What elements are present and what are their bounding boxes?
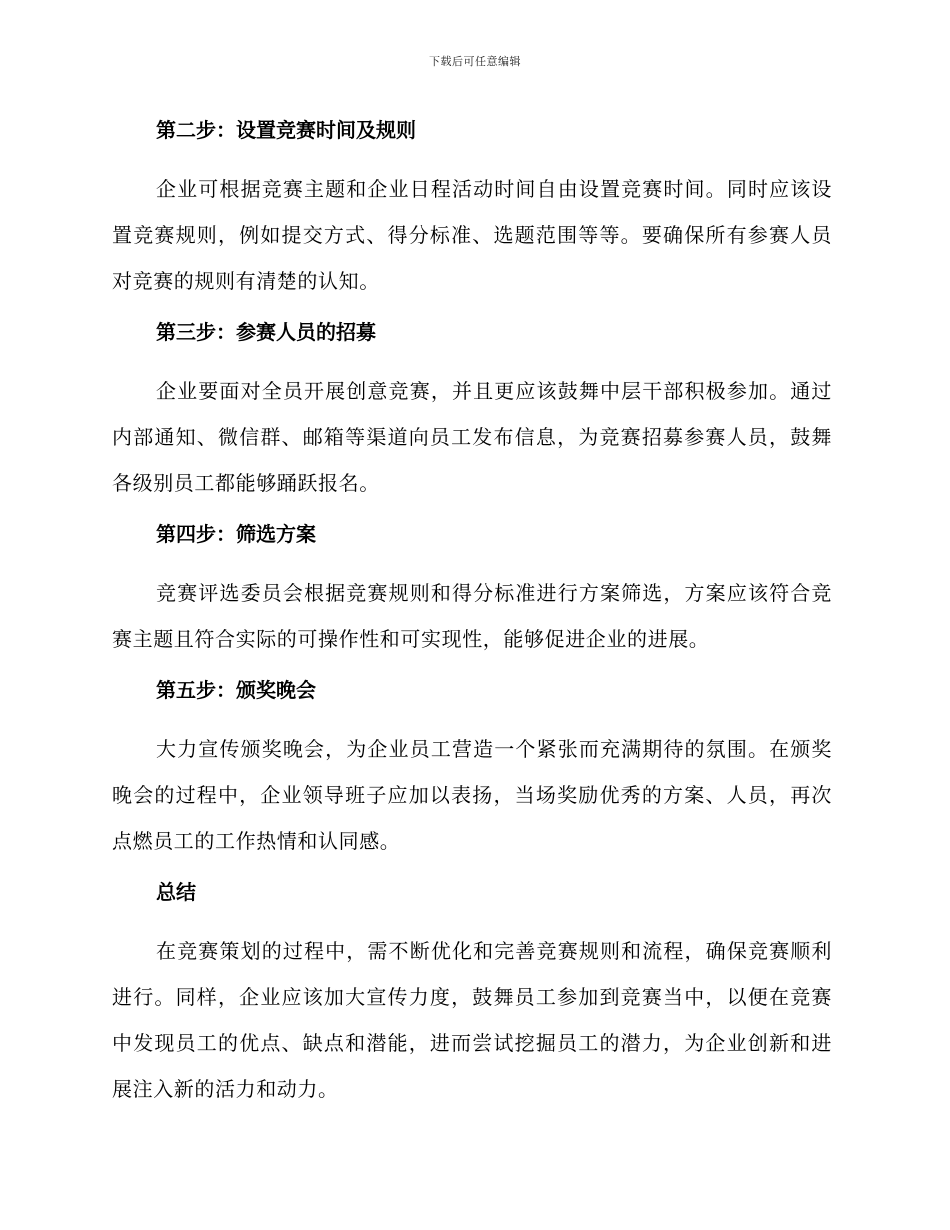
- section-heading: 第五步：颁奖晚会: [156, 678, 316, 702]
- section-step-3: [112, 314, 832, 516]
- section-paragraph: 在竞赛策划的过程中，需不断优化和完善竞赛规则和流程，确保竞赛顺利进行。同样，企业应该加大宣传力度，鼓舞员工参加到竞赛当中，以便在竞赛中发现员工的优点、缺点和潜能，进而尝试挖掘员工的潜力，为企业创新和进展注入新的活力和动力。: [112, 939, 832, 1101]
- section-step-5: [112, 672, 832, 874]
- section-heading: 第三步：参赛人员的招募: [156, 320, 376, 344]
- section-step-2: [112, 112, 832, 314]
- section-paragraph: 竞赛评选委员会根据竞赛规则和得分标准进行方案筛选，方案应该符合竞赛主题且符合实际的可操作性和可实现性，能够促进企业的进展。: [112, 581, 832, 651]
- document-body: [112, 112, 832, 1112]
- section-step-4: [112, 516, 832, 672]
- section-heading: 第二步：设置竞赛时间及规则: [156, 118, 416, 142]
- section-heading: 总结: [156, 880, 196, 904]
- section-paragraph: 企业可根据竞赛主题和企业日程活动时间自由设置竞赛时间。同时应该设置竞赛规则，例如提交方式、得分标准、选题范围等等。要确保所有参赛人员对竞赛的规则有清楚的认知。: [112, 177, 832, 293]
- section-paragraph: 企业要面对全员开展创意竞赛，并且更应该鼓舞中层干部积极参加。通过内部通知、微信群、邮箱等渠道向员工发布信息，为竞赛招募参赛人员，鼓舞各级别员工都能够踊跃报名。: [112, 379, 832, 495]
- section-paragraph: 大力宣传颁奖晚会，为企业员工营造一个紧张而充满期待的氛围。在颁奖晚会的过程中，企业领导班子应加以表扬，当场奖励优秀的方案、人员，再次点燃员工的工作热情和认同感。: [112, 737, 832, 853]
- section-heading: 第四步：筛选方案: [156, 522, 316, 546]
- header-note: 下载后可任意编辑: [429, 55, 521, 68]
- section-summary: [112, 874, 832, 1112]
